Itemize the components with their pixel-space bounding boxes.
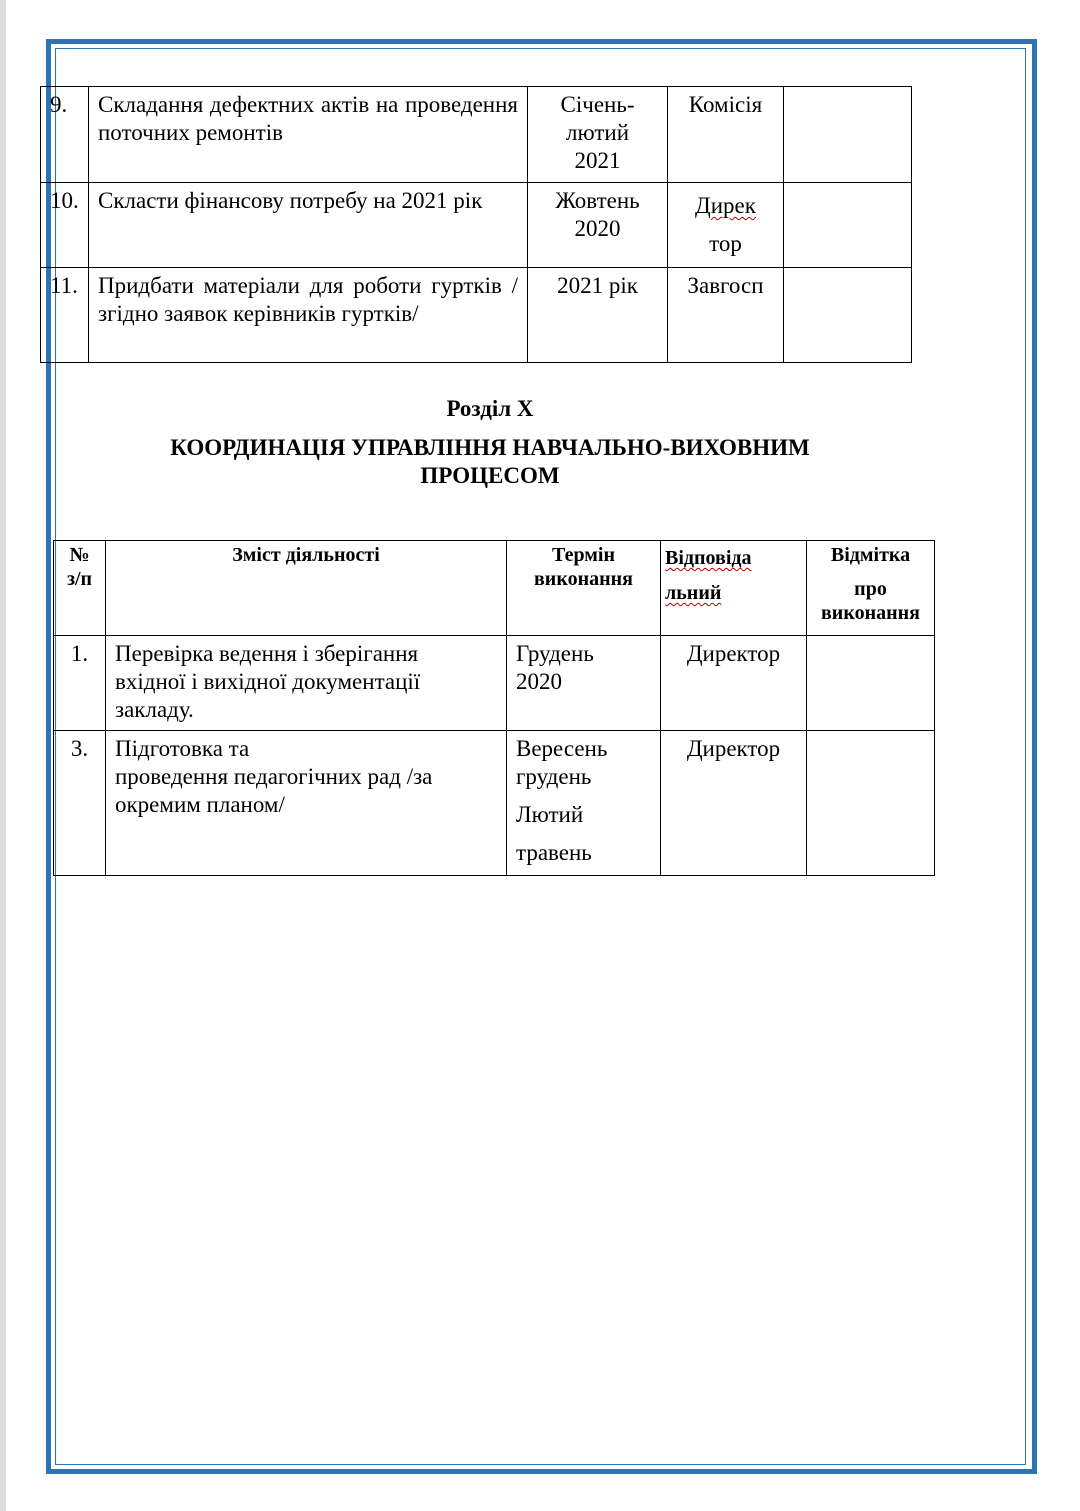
table-row	[41, 87, 912, 183]
row-content: Складання дефектних актів на проведення поточних ремонтів	[89, 87, 528, 183]
row-term: Вересень грудень Лютий травень	[507, 731, 661, 876]
table-header-row	[54, 541, 935, 636]
row-term: Січень- лютий 2021	[528, 87, 668, 183]
header-term: Термін виконання	[507, 541, 661, 636]
row-number: 3.	[54, 731, 106, 876]
row-mark	[784, 87, 912, 183]
header-number: № з/п	[54, 541, 106, 636]
row-number: 10.	[41, 183, 89, 268]
row-mark	[807, 636, 935, 731]
header-mark: Відмітка про виконання	[807, 541, 935, 636]
row-responsible: Дирек тор	[668, 183, 784, 268]
row-content: Скласти фінансову потребу на 2021 рік	[89, 183, 528, 268]
section-label: Розділ X	[446, 396, 534, 421]
row-number: 9.	[41, 87, 89, 183]
row-term: Жовтень 2020	[528, 183, 668, 268]
table-row	[41, 268, 912, 363]
table-row	[41, 183, 912, 268]
row-responsible: Директор	[661, 636, 807, 731]
row-responsible: Завгосп	[668, 268, 784, 363]
coordination-table	[53, 540, 935, 876]
page-left-edge	[0, 0, 6, 1511]
row-mark	[784, 183, 912, 268]
section-title: КООРДИНАЦІЯ УПРАВЛІННЯ НАВЧАЛЬНО-ВИХОВНИМ ПРОЦЕСОМ	[170, 435, 810, 488]
table-row	[54, 731, 935, 876]
row-term: Грудень 2020	[507, 636, 661, 731]
row-content: Перевірка ведення і зберігання вхідної і вихідної документації закладу.	[106, 636, 507, 731]
row-mark	[784, 268, 912, 363]
header-responsible: Відповідальний	[661, 541, 807, 636]
row-term: 2021 рік	[528, 268, 668, 363]
row-content: Підготовка та проведення педагогічних рад /за окремим планом/	[106, 731, 507, 876]
row-content: Придбати матеріали для роботи гуртків /згідно заявок керівників гуртків/	[89, 268, 528, 363]
header-content: Зміст діяльності	[106, 541, 507, 636]
continuation-table	[40, 86, 912, 363]
row-mark	[807, 731, 935, 876]
row-number: 1.	[54, 636, 106, 731]
table-row	[54, 636, 935, 731]
row-responsible: Комісія	[668, 87, 784, 183]
row-number: 11.	[41, 268, 89, 363]
row-responsible: Директор	[661, 731, 807, 876]
